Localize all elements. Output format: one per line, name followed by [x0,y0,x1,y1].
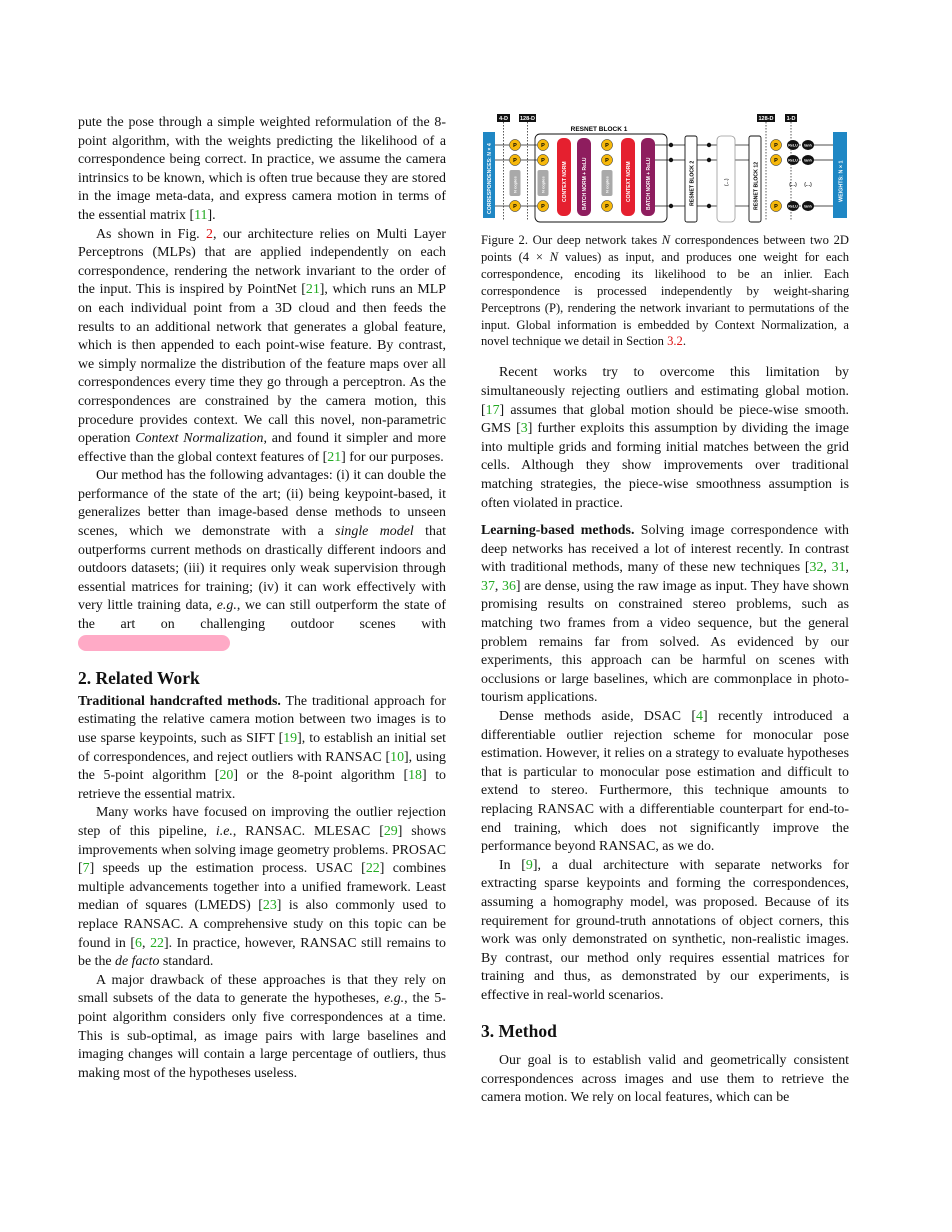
svg-text:P: P [513,204,517,210]
figure-2 [481,114,849,226]
paragraph-learning-based: Learning-based methods. Solving image correspondence with deep networks has received a lot of interest recently. In contrast with traditional methods, many of these new techniques [32, 31, 37, 36] are dense, using the raw image as input. They have shown promising results on constrained stereo problems, such as matching two frames from a video sequence, but the general problem remains far from solved. As evidenced by our experiments, this approach can be harmful on scenes with occlusions or large baselines, which are commonplace in photo-tourism applications. [481,523,849,706]
citation[interactable]: 29 [383,823,398,839]
svg-text:(...): (...) [804,182,812,188]
svg-text:BATCH NORM + ReLU: BATCH NORM + ReLU [646,157,652,210]
svg-text:ReLU: ReLU [788,204,798,209]
svg-text:RESNET BLOCK 2: RESNET BLOCK 2 [689,160,696,206]
svg-text:1-D: 1-D [786,116,796,122]
svg-text:P: P [513,143,517,149]
right-column [481,114,849,1108]
paragraph-dual-architecture: In [9], a dual architecture with separate networks for extracting sparse keypoints and forming the correspondences, assuming a homography model, was proposed. Because of its requirement for ground-truth annotations of object corners, this work was only demonstrated on synthetic, non-realistic images. By contrast, our method only requires essential matrices for training and thus, as demonstrated by our experiments, is effective in real-world scenarios. [481,857,849,1003]
citation[interactable]: 10 [390,749,405,765]
citation[interactable]: 18 [408,768,422,784]
svg-text:4-D: 4-D [499,116,508,122]
svg-text:WEIGHTS: N × 1: WEIGHTS: N × 1 [838,160,845,202]
redaction-highlight [78,635,230,651]
svg-text:N copies: N copies [512,176,518,193]
svg-text:tanh: tanh [804,204,812,209]
svg-text:P: P [774,158,778,164]
perceptron-column-1 [510,140,521,212]
svg-text:CONTEXT NORM: CONTEXT NORM [562,161,568,202]
citation[interactable]: 32 [809,560,824,576]
perceptron-column-final [771,140,782,212]
citation[interactable]: 11 [194,207,208,223]
citation[interactable]: 4 [695,709,703,725]
svg-text:128-D: 128-D [520,116,535,122]
svg-text:(...): (...) [724,178,730,186]
svg-text:RESNET BLOCK 12: RESNET BLOCK 12 [753,161,760,210]
svg-text:CONTEXT NORM: CONTEXT NORM [626,161,632,202]
svg-text:P: P [774,204,778,210]
svg-text:128-D: 128-D [758,116,774,122]
svg-text:P: P [605,158,609,164]
svg-text:P: P [774,143,778,149]
section-heading-method: 3. Method [481,1020,557,1041]
svg-text:P: P [605,143,609,149]
svg-text:N copies: N copies [604,176,610,193]
network-architecture-diagram [481,114,849,226]
svg-text:tanh: tanh [804,158,812,163]
figure-ref[interactable]: 2 [206,226,213,242]
svg-text:BATCH NORM + ReLU: BATCH NORM + ReLU [582,157,588,210]
citation[interactable]: 37 [481,578,495,594]
svg-text:RESNET BLOCK 1: RESNET BLOCK 1 [570,126,628,133]
left-column [78,114,446,1083]
paragraph-outlier-rejection: Many works have focused on improving the outlier rejection step of this pipeline, i.e., RANSAC. MLESAC [29] shows improvements when solving image geometry problems. PROSAC [7] speeds up the estimation process. USAC [22] combines multiple advancements together into a unified framework. Least median of squares (LMEDS) [23] is also commonly used to replace RANSAC. A comprehensive study on this topic can be found in [6, 22]. In practice, however, RANSAC still remains to be the de facto standard. [78,805,446,970]
perceptron-column-3 [602,140,613,212]
perceptron-column-2 [538,140,549,212]
svg-text:(...): (...) [789,182,797,188]
citation[interactable]: 6 [135,935,142,951]
svg-text:P: P [541,143,545,149]
citation[interactable]: 22 [150,935,164,951]
citation[interactable]: 23 [262,898,277,914]
svg-text:P: P [513,158,517,164]
paragraph-traditional: Traditional handcrafted methods. The traditional approach for estimating the relative camera motion between two images is to use sparse keypoints, such as SIFT [19], to establish an initial set of correspondences, and reject outliers with RANSAC [10], using the 5-point algorithm [20] or the 8-point algorithm [18] to retrieve the essential matrix. [78,693,447,802]
svg-text:CORRESPONDENCES: N × 4: CORRESPONDENCES: N × 4 [487,143,493,214]
paragraph-architecture: As shown in Fig. 2, our architecture relies on Multi Layer Perceptrons (MLPs) that are applied independently on each correspondence, rendering the network invariant to the order of the input. This is inspired by PointNet [21], which runs an MLP on each individual point from a 3D cloud and then feeds the results to an additional network that generates a global feature, which is then appended to each point-wise feature. By contrast, we simply normalize the distribution of the feature maps over all correspondences every time they go through a perceptron. As the correspondences are constrained by the camera motion, this procedure provides context. We call this novel, non-parametric operation Context Normalization, and found it simpler and more effective than the global context features of [21] for our purposes. [78,226,446,465]
svg-text:P: P [541,158,545,164]
citation[interactable]: 19 [283,731,298,746]
citation[interactable]: 17 [485,402,500,418]
citation[interactable]: 21 [305,282,320,298]
paragraph-advantages: Our method has the following advantages: (i) it can double the performance of the state of the art; (ii) being keypoint-based, it generalizes better than image-based dense methods to unseen scenes, which we demonstrate with a single model that outperforms current methods on drastically different indoors and outdoors datasets; (iii) it requires only weak supervision through essential matrices for training; (iv) it can work effectively with very little training data, e.g., we can still outperform the state of the art on challenging outdoor scenes with [78,467,446,654]
section-ref[interactable]: 3.2 [667,334,683,349]
citation[interactable]: 21 [327,449,342,465]
figure-caption: Figure 2. Our deep network takes N correspondences between two 2D points (4 × N values) as input, and produces one weight for each correspondence, encoding its likelihood to be an inlier. Each correspondence is processed independently by weight-sharing Perceptrons (P), rendering the network invariant to permutations of the input. Global information is embedded by Context Normalization, a novel technique we detail in Section 3.2. [481,233,849,349]
paragraph-drawback: A major drawback of these approaches is that they rely on small subsets of the data to generate the hypotheses, e.g., the 5-point algorithm considers only five correspondences at a time. This is sub-optimal, as image pairs with large baselines and imaging changes will contain a large percentage of outliers, thus making most of the hypotheses useless. [78,972,446,1081]
paragraph-pose: pute the pose through a simple weighted reformulation of the 8-point algorithm, with the weights predicting the likelihood of a correspondence being correct. In practice, we assume the camera intrinsics to be known, which is often true because they are stored in the image meta-data, and express camera motion in terms of the essential matrix [11]. [78,115,446,223]
citation[interactable]: 9 [525,857,533,873]
citation[interactable]: 20 [219,768,234,784]
svg-text:ReLU: ReLU [788,143,798,148]
citation[interactable]: 36 [502,578,516,594]
svg-text:P: P [541,204,545,210]
citation[interactable]: 31 [831,560,846,576]
paragraph-recent-works: Recent works try to overcome this limitation by simultaneously rejecting outliers and estimating global motion. [17] assumes that global motion should be piece-wise smooth. GMS [3] further exploits this assumption by dividing the image into multiple grids and forming initial matches between the grid cells. Although they show improvements over traditional matching strategies, the piece-wise smoothness assumption is often violated in practice. [481,365,850,511]
section-heading-related-work: 2. Related Work [78,668,200,689]
svg-text:ReLU: ReLU [788,158,798,163]
citation[interactable]: 22 [365,861,380,877]
citation[interactable]: 7 [82,861,90,877]
citation[interactable]: 3 [520,421,528,437]
svg-text:N copies: N copies [540,176,546,193]
paragraph-method-goal: Our goal is to establish valid and geometrically consistent correspondences across images and use them to retrieve the camera motion. We rely on local features, which can be [481,1053,849,1106]
svg-text:P: P [605,204,609,210]
svg-text:tanh: tanh [804,143,812,148]
paragraph-dsac: Dense methods aside, DSAC [4] recently introduced a differentiable outlier rejection scheme for monocular pose estimation. However, it relies on a strategy to evaluate hypotheses that is particular to monocular pose estimation and difficult to extend to stereo. Furthermore, this technique amounts to replacing RANSAC with a differentiable counterpart for end-to-end training, which does not significantly improve the performance beyond RANSAC, as we do. [481,709,849,855]
